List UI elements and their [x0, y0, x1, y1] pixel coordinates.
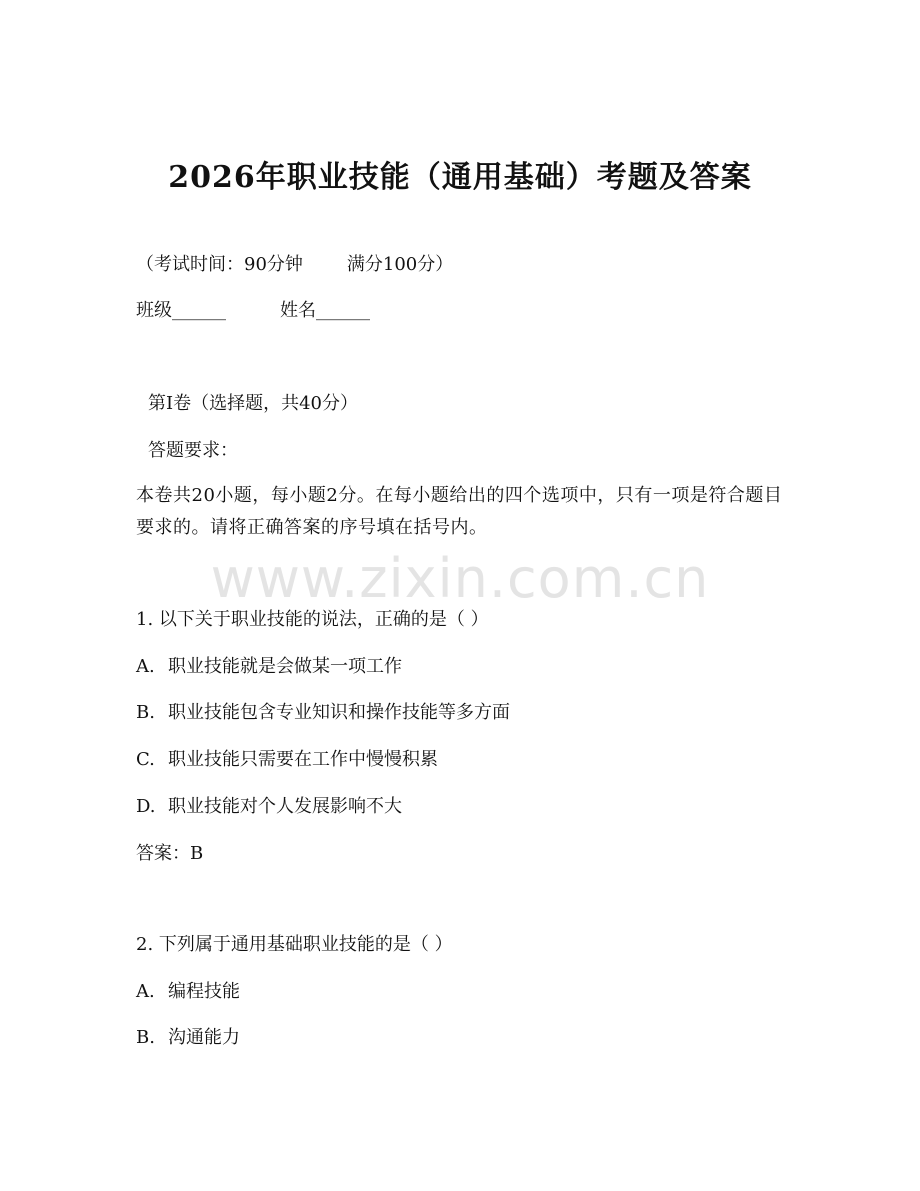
- option-text: 沟通能力: [168, 1027, 240, 1048]
- class-field: 班级______: [136, 300, 226, 321]
- question-1-option-b: [136, 700, 510, 726]
- question-1-option-c: [136, 747, 438, 773]
- option-text: 职业技能包含专业知识和操作技能等多方面: [168, 702, 510, 723]
- option-key: B.: [136, 702, 155, 723]
- question-1-stem: 1. 以下关于职业技能的说法，正确的是（ ）: [136, 609, 489, 630]
- option-text: 职业技能就是会做某一项工作: [168, 656, 402, 677]
- requirements-text: 本卷共20小题，每小题2分。在每小题给出的四个选项中，只有一项是符合题目要求的。请将正确答案的序号填在括号内。: [136, 485, 783, 538]
- question-1-answer: 答案：B: [136, 843, 204, 864]
- name-field: 姓名______: [280, 300, 370, 321]
- option-text: 职业技能只需要在工作中慢慢积累: [168, 749, 438, 770]
- question-1-option-d: [136, 794, 402, 820]
- question-2-option-a: [136, 979, 240, 1005]
- document-title: 2026年职业技能（通用基础）考题及答案: [168, 160, 752, 195]
- option-key: A.: [136, 656, 155, 677]
- requirements-label: 答题要求：: [148, 440, 238, 461]
- student-info-row: [136, 298, 370, 324]
- question-1-option-a: [136, 654, 402, 680]
- exam-time: （考试时间：90分钟: [136, 254, 303, 275]
- section-title: 第I卷（选择题，共40分）: [148, 393, 359, 414]
- option-key: C.: [136, 749, 155, 770]
- option-text: 编程技能: [168, 981, 240, 1002]
- option-key: B.: [136, 1027, 155, 1048]
- option-text: 职业技能对个人发展影响不大: [168, 796, 402, 817]
- full-score: 满分100分）: [346, 254, 454, 275]
- option-key: A.: [136, 981, 155, 1002]
- exam-info: [136, 252, 453, 278]
- option-key: D.: [136, 796, 156, 817]
- question-2-option-b: [136, 1025, 240, 1051]
- question-2-stem: 2. 下列属于通用基础职业技能的是（ ）: [136, 934, 453, 955]
- watermark: www.zixin.com.cn: [210, 547, 710, 610]
